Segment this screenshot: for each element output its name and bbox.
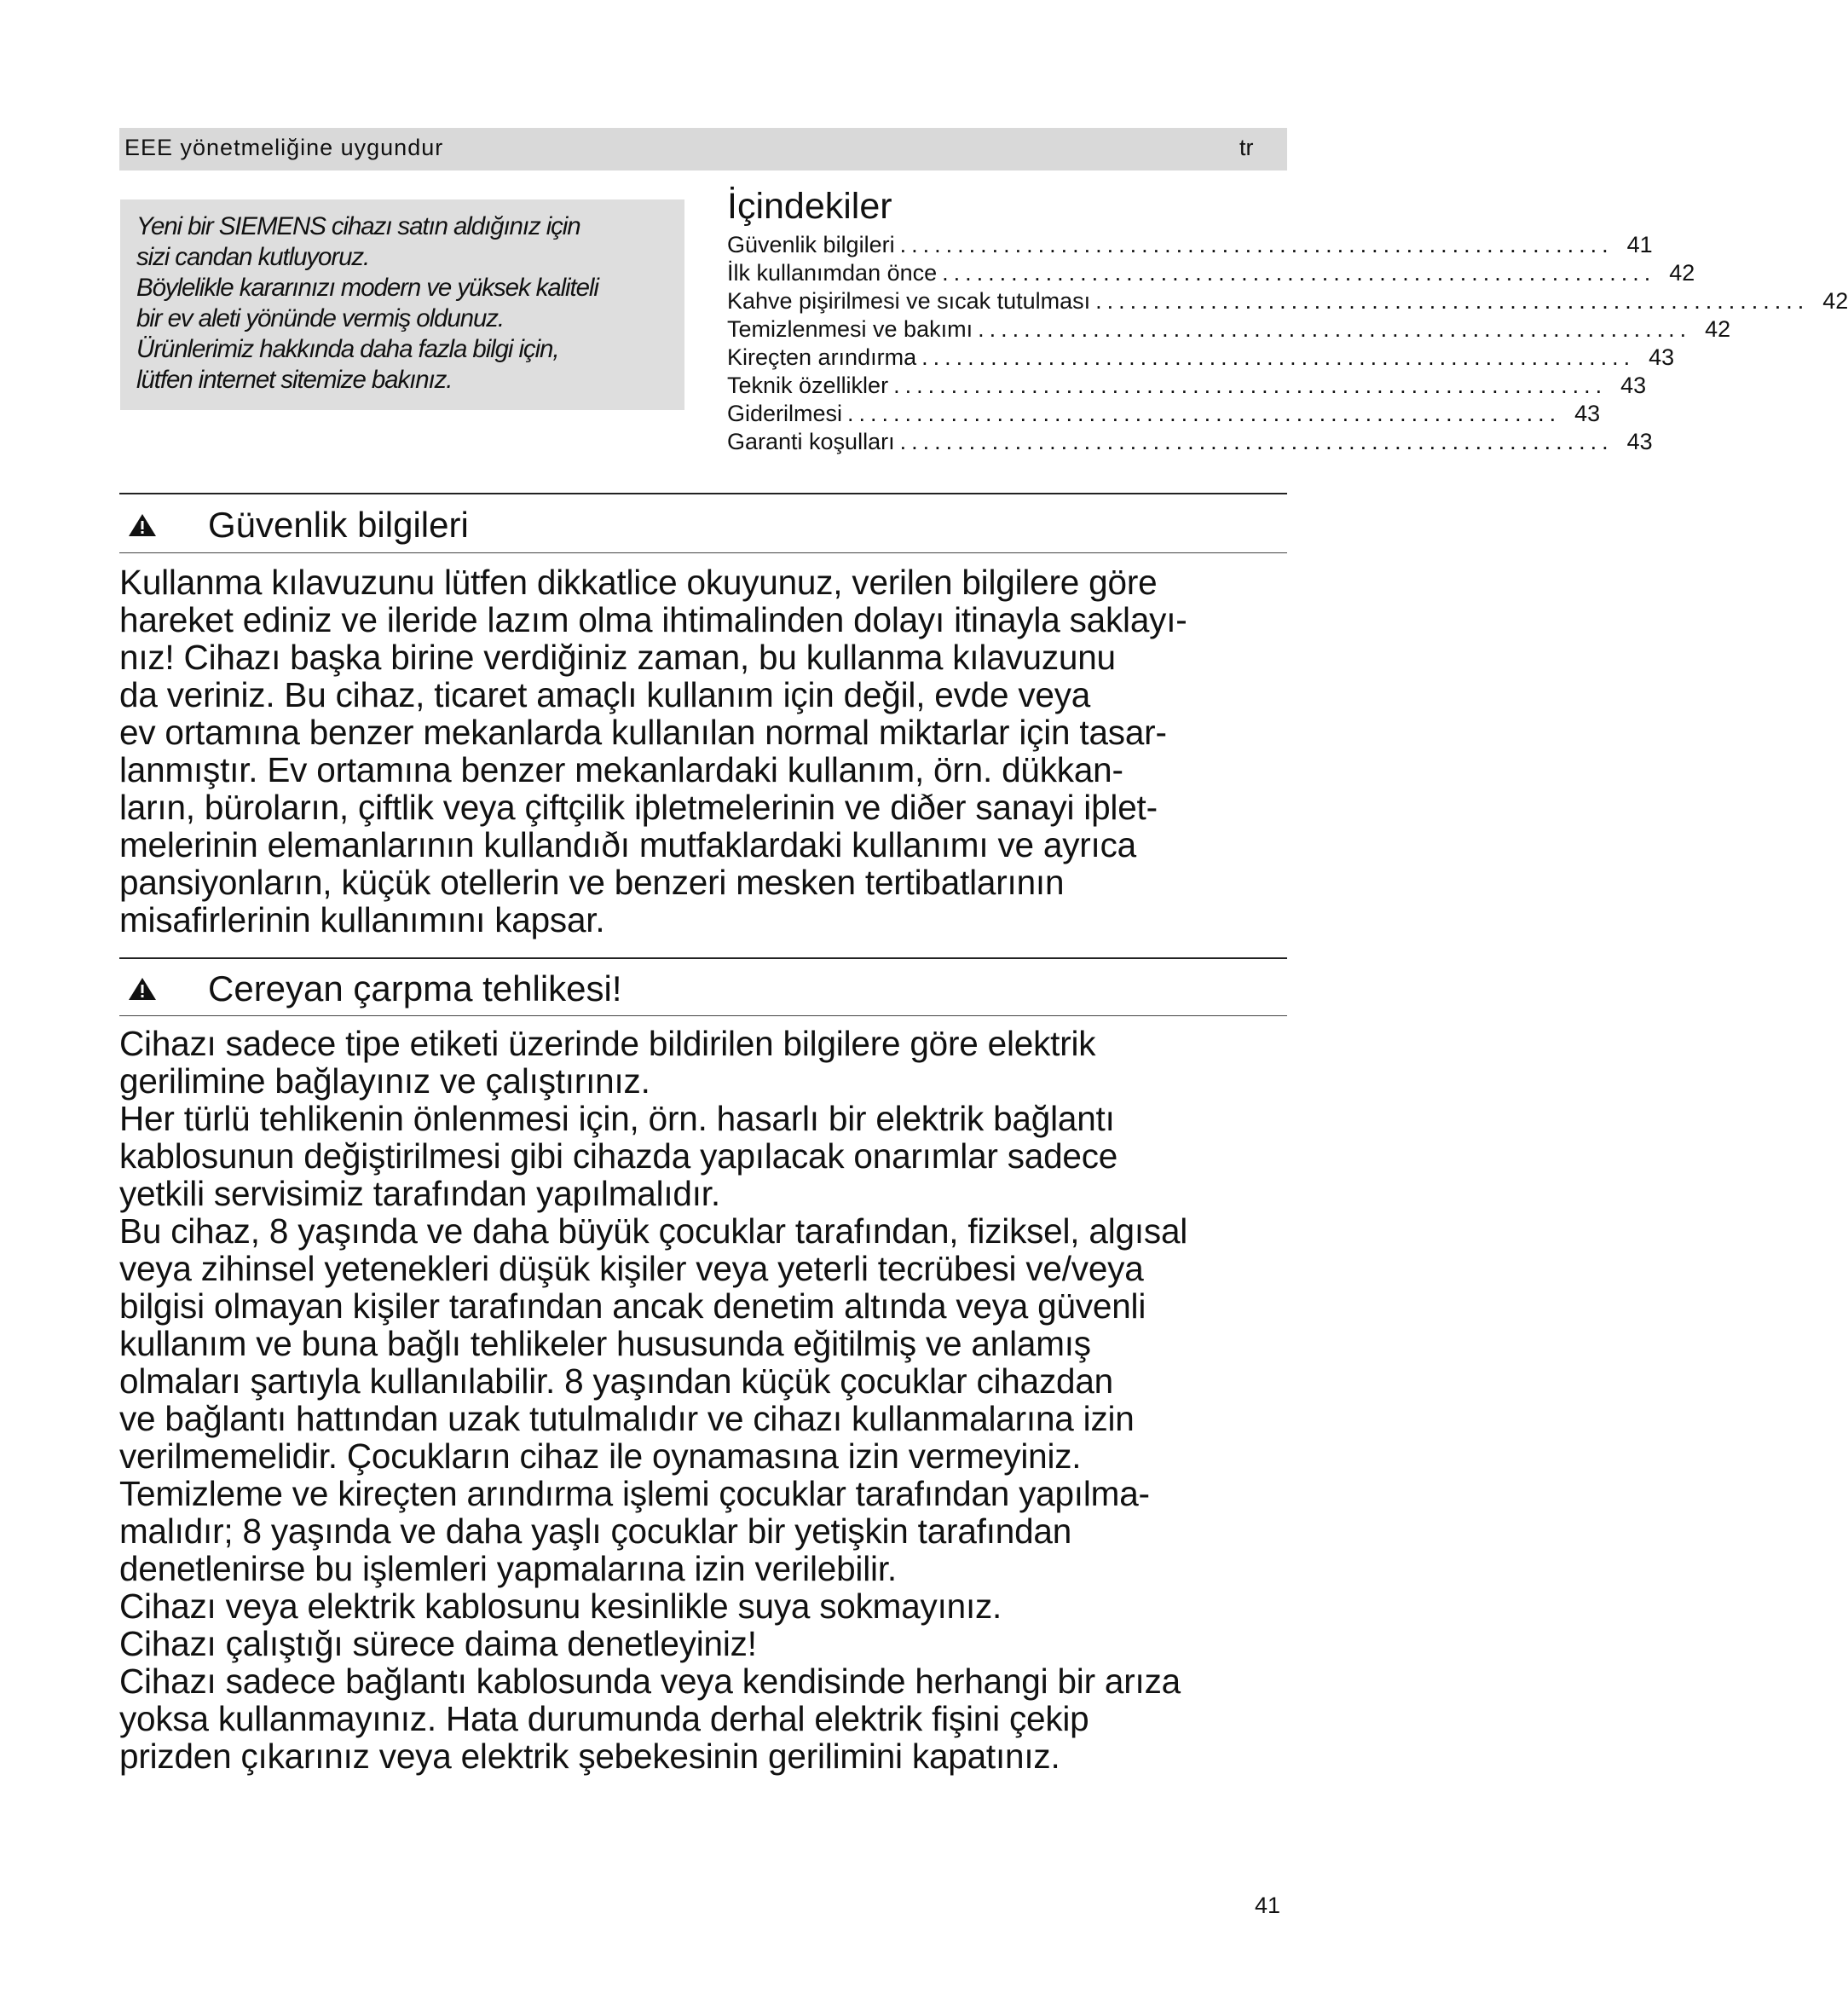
intro-line: Ürünlerimiz hakkında daha fazla bilgi için, [136,335,559,363]
toc-entry[interactable] [727,231,1653,259]
text-line: malıdır; 8 yaşında ve daha yaşlı çocuklar bir yetişkin tarafından [119,1511,1072,1551]
toc-entry[interactable] [727,315,1731,344]
text-line: kullanım ve buna bağlı tehlikeler hususunda eğitilmiş ve anlamış [119,1324,1091,1363]
intro-line: bir ev aleti yönünde vermiş oldunuz. [136,304,505,332]
section-heading-text: Cereyan çarpma tehlikesi! [208,968,622,1009]
toc-title: İçindekiler [727,186,892,227]
toc-leader-dots: .............................................................. [942,260,1656,286]
header-title: EEE yönetmeliğine uygundur [124,135,444,160]
text-line: Temizleme ve kireçten arındırma işlemi çocuklar tarafından yapılma- [119,1474,1150,1513]
text-line: Kullanma kılavuzunu lütfen dikkatlice okuyunuz, verilen bilgilere göre [119,563,1158,602]
toc-entry[interactable] [727,372,1647,400]
text-line: bilgisi olmayan kişiler tarafından ancak denetim altında veya güvenli [119,1286,1146,1326]
toc-entry-page: 43 [1649,344,1675,370]
toc-entry-page: 43 [1574,401,1601,426]
intro-line: lütfen internet sitemize bakınız. [136,366,453,394]
toc-leader-dots: .............................................................. [899,429,1614,454]
toc-entry-label: Temizlenmesi ve bakımı [727,316,973,342]
toc-entry-label: Teknik özellikler [727,373,889,398]
toc-leader-dots: .............................................................. [899,232,1614,257]
toc-leader-dots: .............................................................. [1095,288,1810,314]
section-divider [119,552,1287,553]
text-line: gerilimine bağlayınız ve çalıştırınız. [119,1061,650,1101]
warning-icon [128,976,157,1002]
text-line: nız! Cihazı başka birine verdiğiniz zaman, bu kullanma kılavuzunu [119,638,1116,677]
text-line: pansiyonların, küçük otellerin ve benzeri mesken tertibatlarının [119,863,1065,902]
intro-text [136,211,682,396]
text-line: Cihazı çalıştığı sürece daima denetleyiniz! [119,1624,757,1663]
text-line: verilmemelidir. Çocukların cihaz ile oynamasına izin vermeyiniz. [119,1436,1082,1476]
language-code: tr [1239,135,1254,160]
intro-line: Böylelikle kararınızı modern ve yüksek kaliteli [136,274,598,302]
toc-entry-label: Kireçten arındırma [727,344,917,370]
text-line: veya zihinsel yetenekleri düşük kişiler veya yeterli tecrübesi ve/veya [119,1249,1144,1288]
toc-entry-label: Garanti koşulları [727,429,895,454]
toc-entry-label: Güvenlik bilgileri [727,232,895,257]
text-line: da veriniz. Bu cihaz, ticaret amaçlı kullanım için değil, evde veya [119,675,1091,714]
text-line: Cihazı sadece bağlantı kablosunda veya kendisinde herhangi bir arıza [119,1662,1181,1701]
toc-leader-dots: .............................................................. [921,344,1636,370]
text-line: melerinin elemanlarının kullandıðı mutfaklardaki kullanımı ve ayrıca [119,825,1136,864]
text-line: prizden çıkarınız veya elektrik şebekesinin gerilimini kapatınız. [119,1737,1060,1776]
text-line: lanmıştır. Ev ortamına benzer mekanlardaki kullanım, örn. dükkan- [119,750,1123,789]
text-line: Cihazı veya elektrik kablosunu kesinlikle suya sokmayınız. [119,1587,1002,1626]
toc-entry[interactable] [727,400,1601,428]
warning-icon [128,512,157,538]
toc-entry[interactable] [727,259,1695,287]
page-number: 41 [1255,1893,1281,1918]
toc-entry-label: Kahve pişirilmesi ve sıcak tutulması [727,288,1091,314]
toc-entry-label: İlk kullanımdan önce [727,260,938,286]
section-divider [119,493,1287,494]
toc-entry-page: 42 [1705,316,1731,342]
toc-leader-dots: .............................................................. [847,401,1562,426]
section-divider [119,1015,1287,1016]
toc-entry-page: 43 [1626,429,1653,454]
toc-entry-label: Giderilmesi [727,401,843,426]
toc-leader-dots: .............................................................. [893,373,1608,398]
text-line: yetkili servisimiz tarafından yapılmalıdır. [119,1174,720,1213]
section-divider [119,957,1287,959]
intro-line: Yeni bir SIEMENS cihazı satın aldığınız için [136,212,580,240]
section-heading-text: Güvenlik bilgileri [208,505,469,545]
text-line: olmaları şartıyla kullanılabilir. 8 yaşından küçük çocuklar cihazdan [119,1361,1113,1401]
text-line: hareket ediniz ve ileride lazım olma ihtimalinden dolayı itinayla saklayı- [119,600,1187,639]
text-line: kablosunun değiştirilmesi gibi cihazda yapılacak onarımlar sadece [119,1136,1118,1176]
toc-entry[interactable] [727,344,1675,372]
text-line: misafirlerinin kullanımını kapsar. [119,900,605,939]
table-of-contents [727,231,1848,456]
intro-line: sizi candan kutluyoruz. [136,243,370,271]
toc-entry-page: 41 [1626,232,1653,257]
text-line: Cihazı sadece tipe etiketi üzerinde bildirilen bilgilere göre elektrik [119,1024,1096,1063]
toc-entry[interactable] [727,287,1848,315]
text-line: ların, büroların, çiftlik veya çiftçilik iþletmelerinin ve diðer sanayi iþlet- [119,788,1158,827]
text-line: Bu cihaz, 8 yaşında ve daha büyük çocuklar tarafından, fiziksel, algısal [119,1211,1188,1251]
text-line: Her türlü tehlikenin önlenmesi için, örn. hasarlı bir elektrik bağlantı [119,1099,1115,1138]
toc-leader-dots: .............................................................. [978,316,1692,342]
toc-entry-page: 42 [1822,288,1848,314]
toc-entry-page: 42 [1669,260,1695,286]
electric-shock-paragraph [119,1025,1304,1775]
text-line: yoksa kullanmayınız. Hata durumunda derhal elektrik fişini çekip [119,1699,1089,1738]
text-line: denetlenirse bu işlemleri yapmalarına izin verilebilir. [119,1549,897,1588]
toc-entry-page: 43 [1620,373,1647,398]
text-line: ve bağlantı hattından uzak tutulmalıdır ve cihazı kullanmalarına izin [119,1399,1135,1438]
section-heading-safety [128,505,469,546]
toc-entry[interactable] [727,428,1653,456]
section-heading-electric-shock [128,968,622,1009]
text-line: ev ortamına benzer mekanlarda kullanılan normal miktarlar için tasar- [119,713,1167,752]
safety-paragraph [119,564,1304,939]
